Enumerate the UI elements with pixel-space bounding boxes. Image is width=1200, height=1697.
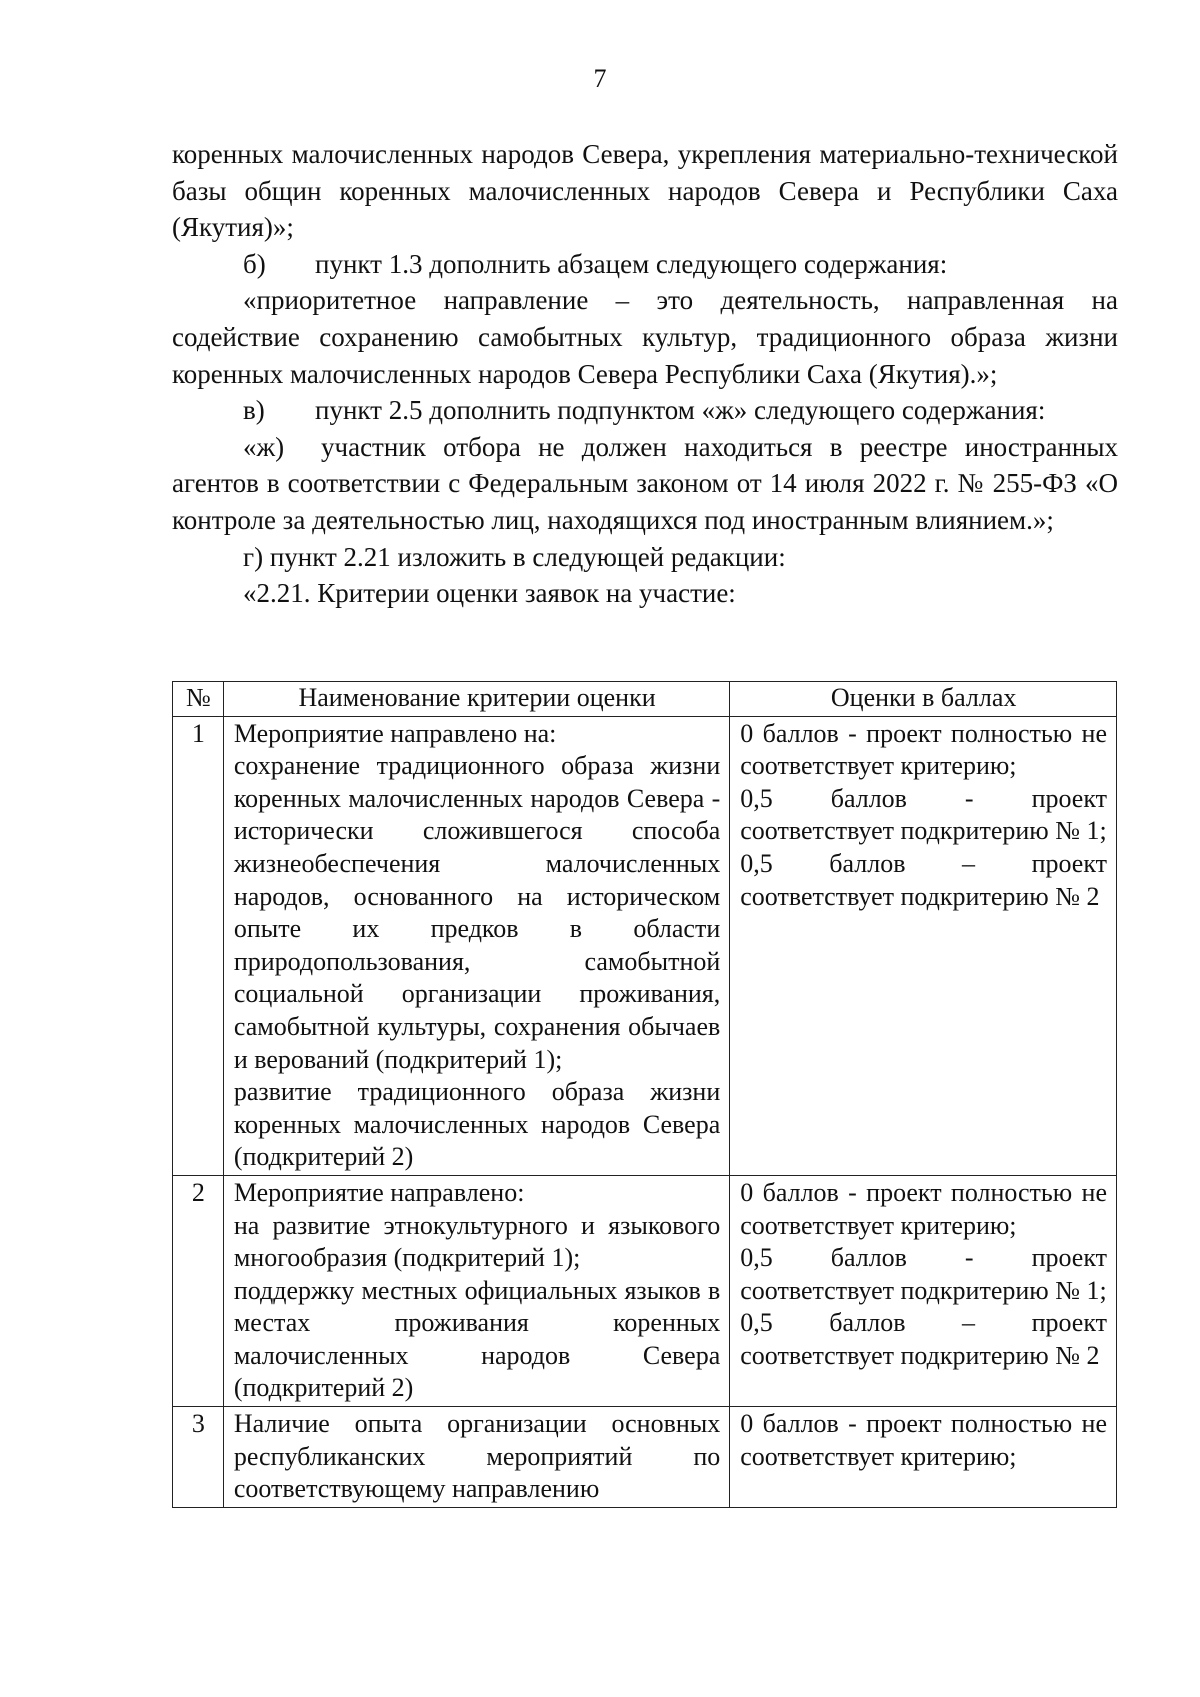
score-text: 0,5 баллов – проект соответствует подкритерию № 2 — [740, 1308, 1107, 1370]
item-text-v: пункт 2.5 дополнить подпунктом «ж» следующего содержания: — [315, 395, 1046, 426]
page-number: 7 — [593, 64, 607, 93]
score-text: 0 баллов - проект полностью не соответствует критерию; — [740, 718, 1107, 781]
criterion-text: на развитие этнокультурного и языкового многообразия (подкритерий 1); — [233, 1210, 721, 1273]
paragraph-item-g: г) пункт 2.21 изложить в следующей редакции: — [243, 541, 786, 572]
criterion-text: Наличие опыта организации основных республиканских мероприятий по соответствующему направлению — [233, 1409, 721, 1504]
criterion-text: поддержку местных официальных языков в местах проживания коренных малочисленных народов Севера (подкритерий 2) — [233, 1275, 721, 1403]
paragraph-item-zh — [172, 429, 1118, 539]
row-number: 1 — [173, 716, 224, 1175]
paragraph-item-b — [172, 246, 1118, 283]
score-cell — [730, 716, 1117, 1175]
criterion-cell — [223, 716, 729, 1175]
table-row — [173, 716, 1117, 1175]
table-row — [173, 1407, 1117, 1508]
criterion-text: развитие традиционного образа жизни коренных малочисленных народов Севера (подкритерий 2) — [233, 1077, 721, 1172]
score-cell — [730, 1175, 1117, 1406]
paragraph-criteria-intro: «2.21. Критерии оценки заявок на участие: — [243, 578, 736, 609]
document-body — [172, 136, 1118, 612]
table-row — [173, 1175, 1117, 1406]
score-text: 0,5 баллов - проект соответствует подкритерию № 1; — [740, 1243, 1107, 1305]
header-number: № — [173, 682, 224, 717]
criterion-text: Мероприятие направлено на: — [233, 718, 557, 748]
header-criterion-name: Наименование критерии оценки — [223, 682, 729, 717]
score-cell — [730, 1407, 1117, 1508]
header-scores: Оценки в баллах — [730, 682, 1117, 717]
item-label-v: в) — [243, 395, 265, 426]
item-label-zh: «ж) — [243, 431, 285, 462]
paragraph-item-v — [172, 392, 1118, 429]
score-text: 0 баллов - проект полностью не соответствует критерию; — [740, 1409, 1107, 1471]
criterion-text: сохранение традиционного образа жизни коренных малочисленных народов Севера - исторически сложившегося способа жизнеобеспечения малочисленных народов, основанного на историческом опыте их предков в области природопользования, самобытной социальной организации проживания, самобытной культуры, сохранения обычаев и верований (подкритерий 1); — [233, 751, 721, 1074]
criterion-cell — [223, 1175, 729, 1406]
item-text-b: пункт 1.3 дополнить абзацем следующего содержания: — [315, 248, 948, 279]
score-text: 0,5 баллов - проект соответствует подкритерию № 1; — [740, 783, 1107, 846]
table-header-row — [173, 682, 1117, 717]
row-number: 2 — [173, 1175, 224, 1406]
paragraph-priority-definition: «приоритетное направление – это деятельность, направленная на содействие сохранению самобытных культур, традиционного образа жизни коренных малочисленных народов Севера Республики Саха (Якутия).»; — [172, 285, 1118, 389]
criterion-cell — [223, 1407, 729, 1508]
criteria-table — [172, 681, 1117, 1508]
item-label-b: б) — [243, 248, 266, 279]
criterion-text: Мероприятие направлено: — [233, 1177, 525, 1207]
score-text: 0 баллов - проект полностью не соответствует критерию; — [740, 1177, 1107, 1240]
row-number: 3 — [173, 1407, 224, 1508]
score-text: 0,5 баллов – проект соответствует подкритерию № 2 — [740, 848, 1107, 911]
item-text-zh: участник отбора не должен находиться в реестре иностранных агентов в соответствии с Федеральным законом от 14 июля 2022 г. № 255-ФЗ «О контроле за деятельностью лиц, находящихся под иностранным влиянием.»; — [172, 431, 1118, 535]
paragraph-continuation: коренных малочисленных народов Севера, укрепления материально-технической базы общин коренных малочисленных народов Севера и Республики Саха (Якутия)»; — [172, 139, 1118, 243]
